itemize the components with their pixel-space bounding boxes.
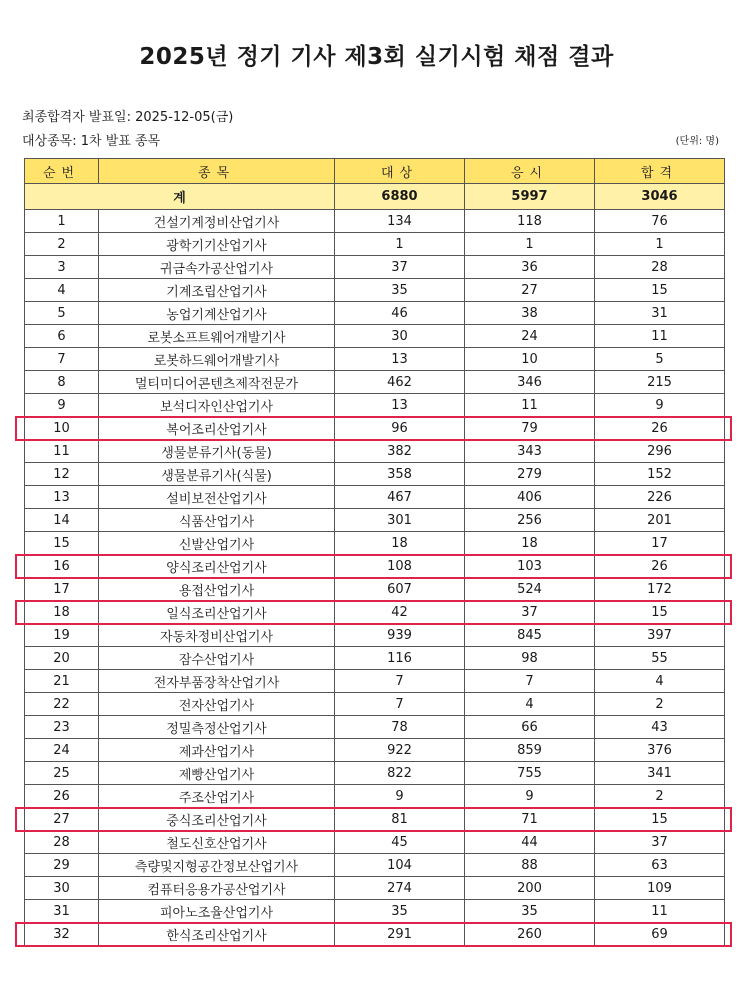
row-target: 7 [335, 670, 465, 693]
row-category: 양식조리산업기사 [99, 555, 335, 578]
row-applied: 103 [465, 555, 595, 578]
row-applied: 27 [465, 279, 595, 302]
row-passed: 376 [595, 739, 725, 762]
row-passed: 397 [595, 624, 725, 647]
row-target: 939 [335, 624, 465, 647]
row-target: 13 [335, 348, 465, 371]
row-number: 6 [25, 325, 99, 348]
row-target: 42 [335, 601, 465, 624]
row-applied: 406 [465, 486, 595, 509]
row-category: 정밀측정산업기사 [99, 716, 335, 739]
row-target: 1 [335, 233, 465, 256]
row-category: 생물분류기사(동물) [99, 440, 335, 463]
table-row [25, 877, 725, 900]
row-number: 18 [25, 601, 99, 624]
row-passed: 172 [595, 578, 725, 601]
row-target: 291 [335, 923, 465, 946]
row-number: 20 [25, 647, 99, 670]
row-number: 3 [25, 256, 99, 279]
row-target: 382 [335, 440, 465, 463]
row-applied: 343 [465, 440, 595, 463]
row-applied: 7 [465, 670, 595, 693]
row-passed: 28 [595, 256, 725, 279]
row-category: 일식조리산업기사 [99, 601, 335, 624]
header-category: 종목 [99, 159, 335, 184]
row-passed: 9 [595, 394, 725, 417]
row-category: 주조산업기사 [99, 785, 335, 808]
row-target: 822 [335, 762, 465, 785]
row-passed: 63 [595, 854, 725, 877]
row-number: 19 [25, 624, 99, 647]
total-passed: 3046 [595, 184, 725, 210]
row-category: 제빵산업기사 [99, 762, 335, 785]
row-passed: 17 [595, 532, 725, 555]
row-applied: 18 [465, 532, 595, 555]
row-passed: 226 [595, 486, 725, 509]
row-target: 35 [335, 900, 465, 923]
row-target: 30 [335, 325, 465, 348]
row-passed: 55 [595, 647, 725, 670]
table-row [25, 463, 725, 486]
row-applied: 118 [465, 210, 595, 233]
row-category: 농업기계산업기사 [99, 302, 335, 325]
row-applied: 37 [465, 601, 595, 624]
row-target: 462 [335, 371, 465, 394]
results-table [24, 158, 725, 946]
row-applied: 98 [465, 647, 595, 670]
row-passed: 15 [595, 808, 725, 831]
table-row [25, 808, 725, 831]
row-passed: 5 [595, 348, 725, 371]
row-applied: 256 [465, 509, 595, 532]
row-target: 45 [335, 831, 465, 854]
row-target: 35 [335, 279, 465, 302]
table-row [25, 578, 725, 601]
header-applied: 응시 [465, 159, 595, 184]
table-row [25, 900, 725, 923]
row-number: 32 [25, 923, 99, 946]
row-applied: 79 [465, 417, 595, 440]
table-row [25, 256, 725, 279]
row-number: 31 [25, 900, 99, 923]
table-row [25, 693, 725, 716]
total-target: 6880 [335, 184, 465, 210]
header-passed: 합격 [595, 159, 725, 184]
row-passed: 43 [595, 716, 725, 739]
row-category: 전자산업기사 [99, 693, 335, 716]
row-number: 23 [25, 716, 99, 739]
row-category: 광학기기산업기사 [99, 233, 335, 256]
row-category: 철도신호산업기사 [99, 831, 335, 854]
row-target: 9 [335, 785, 465, 808]
row-target: 108 [335, 555, 465, 578]
table-row [25, 923, 725, 946]
table-row [25, 233, 725, 256]
row-applied: 1 [465, 233, 595, 256]
row-category: 설비보전산업기사 [99, 486, 335, 509]
row-number: 9 [25, 394, 99, 417]
table-row [25, 279, 725, 302]
row-target: 81 [335, 808, 465, 831]
row-category: 용접산업기사 [99, 578, 335, 601]
unit-label: (단위: 명) [675, 136, 719, 147]
row-applied: 859 [465, 739, 595, 762]
row-number: 15 [25, 532, 99, 555]
row-passed: 2 [595, 693, 725, 716]
row-category: 건설기계정비산업기사 [99, 210, 335, 233]
row-number: 24 [25, 739, 99, 762]
row-passed: 69 [595, 923, 725, 946]
row-target: 7 [335, 693, 465, 716]
row-category: 식품산업기사 [99, 509, 335, 532]
row-number: 5 [25, 302, 99, 325]
header-number: 순번 [25, 159, 99, 184]
row-category: 로봇소프트웨어개발기사 [99, 325, 335, 348]
row-target: 78 [335, 716, 465, 739]
row-category: 컴퓨터응용가공산업기사 [99, 877, 335, 900]
row-target: 358 [335, 463, 465, 486]
row-applied: 4 [465, 693, 595, 716]
row-applied: 44 [465, 831, 595, 854]
row-number: 28 [25, 831, 99, 854]
row-number: 30 [25, 877, 99, 900]
row-category: 제과산업기사 [99, 739, 335, 762]
row-passed: 215 [595, 371, 725, 394]
row-category: 로봇하드웨어개발기사 [99, 348, 335, 371]
row-target: 18 [335, 532, 465, 555]
row-category: 멀티미디어콘텐츠제작전문가 [99, 371, 335, 394]
row-category: 측량및지형공간정보산업기사 [99, 854, 335, 877]
announcement-date: 최종합격자 발표일: 2025-12-05(금) [22, 110, 234, 125]
table-row [25, 348, 725, 371]
row-applied: 755 [465, 762, 595, 785]
row-passed: 26 [595, 417, 725, 440]
row-passed: 15 [595, 601, 725, 624]
total-applied: 5997 [465, 184, 595, 210]
table-row [25, 716, 725, 739]
table-row [25, 624, 725, 647]
row-applied: 346 [465, 371, 595, 394]
row-target: 116 [335, 647, 465, 670]
row-target: 607 [335, 578, 465, 601]
row-number: 26 [25, 785, 99, 808]
row-passed: 11 [595, 325, 725, 348]
row-number: 1 [25, 210, 99, 233]
row-number: 11 [25, 440, 99, 463]
row-category: 귀금속가공산업기사 [99, 256, 335, 279]
row-category: 전자부품장착산업기사 [99, 670, 335, 693]
row-passed: 2 [595, 785, 725, 808]
row-target: 46 [335, 302, 465, 325]
row-applied: 279 [465, 463, 595, 486]
table-row [25, 486, 725, 509]
row-number: 4 [25, 279, 99, 302]
row-applied: 845 [465, 624, 595, 647]
row-passed: 109 [595, 877, 725, 900]
row-passed: 37 [595, 831, 725, 854]
row-passed: 4 [595, 670, 725, 693]
table-row [25, 739, 725, 762]
row-target: 104 [335, 854, 465, 877]
table-row [25, 555, 725, 578]
row-target: 922 [335, 739, 465, 762]
row-category: 복어조리산업기사 [99, 417, 335, 440]
row-number: 16 [25, 555, 99, 578]
row-passed: 341 [595, 762, 725, 785]
table-row [25, 785, 725, 808]
row-category: 생물분류기사(식물) [99, 463, 335, 486]
row-target: 37 [335, 256, 465, 279]
row-target: 96 [335, 417, 465, 440]
total-row [25, 184, 725, 210]
row-category: 한식조리산업기사 [99, 923, 335, 946]
table-row [25, 417, 725, 440]
table-row [25, 670, 725, 693]
row-category: 자동차정비산업기사 [99, 624, 335, 647]
row-applied: 66 [465, 716, 595, 739]
row-category: 피아노조율산업기사 [99, 900, 335, 923]
row-number: 25 [25, 762, 99, 785]
table-row [25, 532, 725, 555]
row-number: 2 [25, 233, 99, 256]
row-passed: 11 [595, 900, 725, 923]
table-row [25, 762, 725, 785]
table-row [25, 647, 725, 670]
row-applied: 71 [465, 808, 595, 831]
row-applied: 9 [465, 785, 595, 808]
row-number: 21 [25, 670, 99, 693]
row-category: 보석디자인산업기사 [99, 394, 335, 417]
row-applied: 38 [465, 302, 595, 325]
row-number: 27 [25, 808, 99, 831]
row-number: 10 [25, 417, 99, 440]
table-row [25, 440, 725, 463]
table-row [25, 601, 725, 624]
row-passed: 76 [595, 210, 725, 233]
table-row [25, 325, 725, 348]
row-passed: 1 [595, 233, 725, 256]
table-row [25, 302, 725, 325]
header-target: 대상 [335, 159, 465, 184]
row-target: 13 [335, 394, 465, 417]
row-target: 134 [335, 210, 465, 233]
row-applied: 10 [465, 348, 595, 371]
row-number: 22 [25, 693, 99, 716]
row-target: 301 [335, 509, 465, 532]
row-number: 13 [25, 486, 99, 509]
row-category: 기계조립산업기사 [99, 279, 335, 302]
row-category: 잠수산업기사 [99, 647, 335, 670]
row-number: 7 [25, 348, 99, 371]
row-number: 29 [25, 854, 99, 877]
row-passed: 296 [595, 440, 725, 463]
row-category: 중식조리산업기사 [99, 808, 335, 831]
row-passed: 15 [595, 279, 725, 302]
table-row [25, 509, 725, 532]
row-passed: 152 [595, 463, 725, 486]
table-row [25, 831, 725, 854]
row-applied: 24 [465, 325, 595, 348]
row-applied: 11 [465, 394, 595, 417]
table-header-row [25, 159, 725, 184]
target-category: 대상종목: 1차 발표 종목 [22, 134, 161, 149]
row-number: 8 [25, 371, 99, 394]
table-row [25, 210, 725, 233]
row-target: 467 [335, 486, 465, 509]
row-passed: 201 [595, 509, 725, 532]
row-applied: 35 [465, 900, 595, 923]
row-applied: 88 [465, 854, 595, 877]
row-applied: 260 [465, 923, 595, 946]
row-number: 14 [25, 509, 99, 532]
row-number: 12 [25, 463, 99, 486]
table-row [25, 394, 725, 417]
row-target: 274 [335, 877, 465, 900]
table-row [25, 371, 725, 394]
row-passed: 26 [595, 555, 725, 578]
row-number: 17 [25, 578, 99, 601]
table-row [25, 854, 725, 877]
total-label: 계 [25, 184, 335, 210]
row-applied: 200 [465, 877, 595, 900]
row-applied: 524 [465, 578, 595, 601]
row-passed: 31 [595, 302, 725, 325]
page-title: 2025년 정기 기사 제3회 실기시험 채점 결과 [139, 44, 614, 70]
row-category: 신발산업기사 [99, 532, 335, 555]
row-applied: 36 [465, 256, 595, 279]
